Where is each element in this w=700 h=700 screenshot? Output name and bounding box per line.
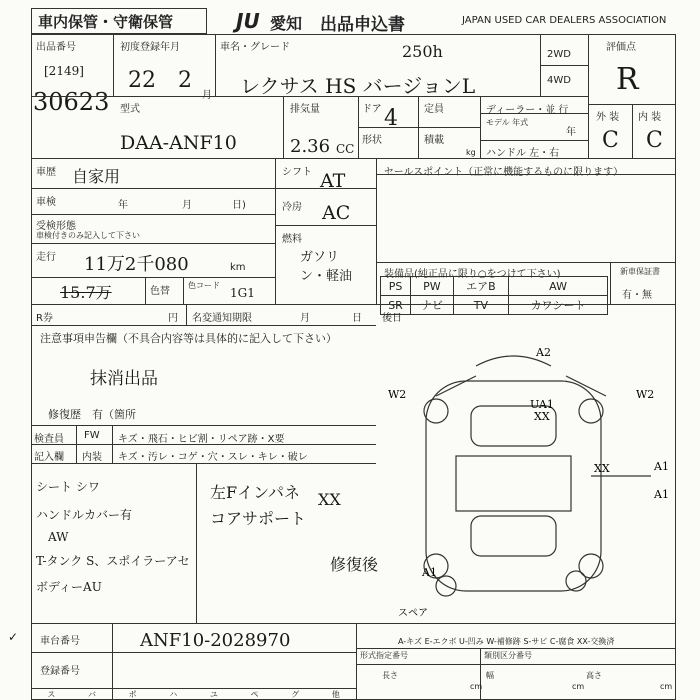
warranty-label: 新車保証書 — [620, 267, 660, 276]
first-reg-label: 初度登録年月 — [120, 42, 180, 53]
association-name: JAPAN USED CAR DEALERS ASSOCIATION — [462, 15, 667, 26]
equip-pw: PW — [411, 277, 454, 296]
notice-label: 注意事項申告欄（不具合内容等は具体的に記入して下さい） — [40, 332, 337, 345]
inspection-label: 車検 — [36, 197, 56, 208]
year-mark: 年 — [566, 127, 576, 138]
accepted-form-note: 車検付きのみ記入して下さい — [36, 231, 140, 240]
cc-unit: CC — [336, 142, 355, 156]
chassis-label: 車台番号 — [40, 636, 80, 647]
height-label: 高さ — [586, 671, 602, 680]
color-change-label: 色替 — [150, 286, 170, 297]
w2-leader-l — [436, 376, 476, 396]
width-label: 幅 — [486, 671, 494, 680]
wheel-rr — [579, 554, 603, 578]
height-cm: cm — [660, 682, 673, 691]
mark-w2-left: W2 — [388, 388, 407, 401]
type-value: DAA-ANF10 — [120, 132, 237, 154]
margin-mark: ✓ — [8, 630, 19, 644]
shape-label: 形状 — [362, 135, 382, 146]
footer-cell: ポ — [128, 690, 137, 699]
insp-month: 月 — [182, 200, 192, 211]
insp-year: 年 — [118, 200, 128, 211]
equip-navi: ナビ — [411, 296, 454, 315]
aircon-value: AC — [322, 202, 351, 224]
model-year-label: モデル 年式 — [486, 118, 529, 127]
exterior-label: 外 装 — [596, 112, 620, 123]
doors-value: 4 — [384, 106, 398, 131]
equip-leather: カワシート — [509, 296, 608, 315]
r-ticket-label: R券 — [36, 313, 53, 324]
footer-cell: ハ — [169, 690, 178, 699]
shift-value: AT — [320, 170, 346, 192]
equip-aw: AW — [509, 277, 608, 296]
footer-cell: ペ — [250, 690, 259, 699]
note-handle-cover: ハンドルカバー有 — [36, 508, 133, 522]
lot-code: [2149] — [44, 64, 84, 78]
fuel-value: ガソリン・軽油 — [300, 250, 353, 284]
2wd-label: 2WD — [547, 49, 571, 60]
fuel-label: 燃料 — [282, 234, 302, 245]
equip-ps: PS — [381, 277, 411, 296]
car-body-outline — [426, 381, 601, 591]
inspector-label: 検査員 — [34, 434, 64, 445]
w2-leader-r — [566, 376, 606, 396]
mark-xx-right: XX — [594, 462, 610, 475]
roof — [456, 456, 571, 511]
aircon-label: 冷房 — [282, 202, 302, 213]
model-name: レクサス HS バージョンL — [240, 74, 476, 98]
4wd-label: 4WD — [547, 75, 571, 86]
length-cm: cm — [470, 682, 483, 691]
registration-label: 登録番号 — [40, 666, 80, 677]
displacement-value: 2.36 — [290, 136, 331, 157]
notice-value: 抹消出品 — [90, 369, 158, 389]
footer-cell: ス — [47, 690, 56, 699]
footer-strip — [31, 689, 356, 700]
chassis-value: ANF10-2028970 — [140, 630, 291, 651]
shift-label: シフト — [282, 167, 312, 178]
interior-value: C — [646, 128, 663, 153]
transfer-day: 日 — [352, 313, 362, 324]
color-code-label: 色コード — [188, 281, 220, 290]
mileage-value: 11万2千080 — [84, 254, 189, 275]
storage-box — [31, 8, 207, 34]
rating-label: 評価点 — [606, 42, 636, 53]
ju-logo: JU — [236, 9, 260, 33]
fw-label: FW — [84, 430, 100, 441]
note-aw: AW — [48, 530, 69, 544]
note-front-panel: 左Fインパネ — [210, 483, 300, 502]
width-cm: cm — [572, 682, 585, 691]
vehicle-damage-diagram — [376, 326, 676, 626]
mark-w2-right: W2 — [636, 388, 655, 401]
storage-label: 車内保管・守衛保管 — [38, 13, 174, 31]
equip-airbag: エアB — [453, 277, 508, 296]
displacement-label: 排気量 — [290, 104, 320, 115]
mileage-previous: 15.7万 — [60, 283, 112, 302]
handle-label: ハンドル 左・右 — [486, 148, 560, 159]
footer-cell: 他 — [331, 690, 340, 699]
footer-cell: グ — [291, 690, 300, 699]
doors-label: ドア — [362, 104, 382, 115]
damage-legend: A-キズ E-エクボ U-凹み W-補修跡 S-サビ C-腐食 XX-交換済 — [398, 637, 615, 646]
lot-number-label: 出品番号 — [36, 42, 76, 53]
grade: 250h — [402, 42, 443, 61]
interior-marks: キズ・汚レ・コゲ・穴・スレ・キレ・破レ — [118, 452, 308, 463]
interior-row-label: 内装 — [82, 452, 102, 463]
fw-marks: キズ・飛石・ヒビ割・リペア跡・X要 — [118, 434, 285, 445]
load-label: 積載 — [424, 135, 444, 146]
lot-number: 30623 — [33, 88, 110, 116]
equip-sr: SR — [381, 296, 411, 315]
type-label: 型式 — [120, 104, 140, 115]
note-seat: シート シワ — [36, 480, 100, 494]
after-check-label: 後日 — [382, 313, 402, 324]
mileage-label: 走行 — [36, 252, 56, 263]
warranty-value: 有・無 — [622, 290, 652, 301]
repair-history-label: 修復歴 有（箇所 — [48, 408, 136, 421]
reg-year: 22 — [128, 68, 156, 93]
r-ticket-yen: 円 — [168, 313, 178, 324]
month-mark: 月 — [202, 90, 212, 101]
model-grade-label: 車名・グレード — [220, 42, 290, 53]
mark-xx-top: XX — [534, 410, 550, 423]
mark-a1-right2: A1 — [654, 488, 669, 501]
equip-tv: TV — [453, 296, 508, 315]
mark-a1-right: A1 — [654, 460, 669, 473]
form-title: 出品申込書 — [320, 15, 405, 35]
footer-cell: ユ — [209, 690, 218, 699]
mark-ua1: UA1 — [530, 398, 554, 411]
mark-a2: A2 — [536, 346, 551, 359]
km-unit: km — [230, 262, 246, 273]
length-label: 長さ — [382, 671, 398, 680]
exterior-value: C — [602, 128, 619, 153]
note-tank: T-タンク S、スポイラーアセ — [36, 554, 190, 568]
rating-value: R — [616, 62, 639, 97]
capacity-label: 定員 — [424, 104, 444, 115]
history-label: 車歴 — [36, 167, 56, 178]
logo-region: 愛知 — [270, 14, 303, 33]
accepted-form-label: 受検形態 — [36, 221, 76, 232]
equipment-label: 装備品(純正品に限り○をつけて下さい) — [384, 269, 561, 280]
equipment-table — [380, 276, 608, 315]
note-core-support: コアサポート — [210, 509, 307, 528]
rear-window — [471, 516, 556, 556]
spare-label: スペア — [398, 608, 428, 619]
sales-point-label: セールスポイント（正常に機能するものに限ります） — [384, 167, 624, 178]
category-label: 類別区分番号 — [484, 651, 532, 660]
color-code-value: 1G1 — [230, 286, 255, 300]
dealer-label: ディーラー・並 行 — [486, 105, 569, 116]
note-repaired: 修復後 — [330, 555, 379, 574]
reg-month: 2 — [178, 68, 192, 93]
note-xx: XX — [318, 490, 341, 509]
insp-day: 日) — [232, 200, 246, 211]
mark-a1-left: A1 — [422, 566, 437, 579]
transfer-month: 月 — [300, 313, 310, 324]
kg-label: kg — [466, 148, 476, 157]
transfer-deadline-label: 名変通知期限 — [192, 313, 252, 324]
footer-cell: バ — [87, 690, 96, 699]
note-body: ボディーAU — [36, 580, 102, 594]
entry-label: 記入欄 — [34, 452, 64, 463]
interior-label: 内 装 — [638, 112, 662, 123]
form-designation-label: 形式指定番号 — [360, 651, 408, 660]
history-value: 自家用 — [72, 167, 121, 186]
